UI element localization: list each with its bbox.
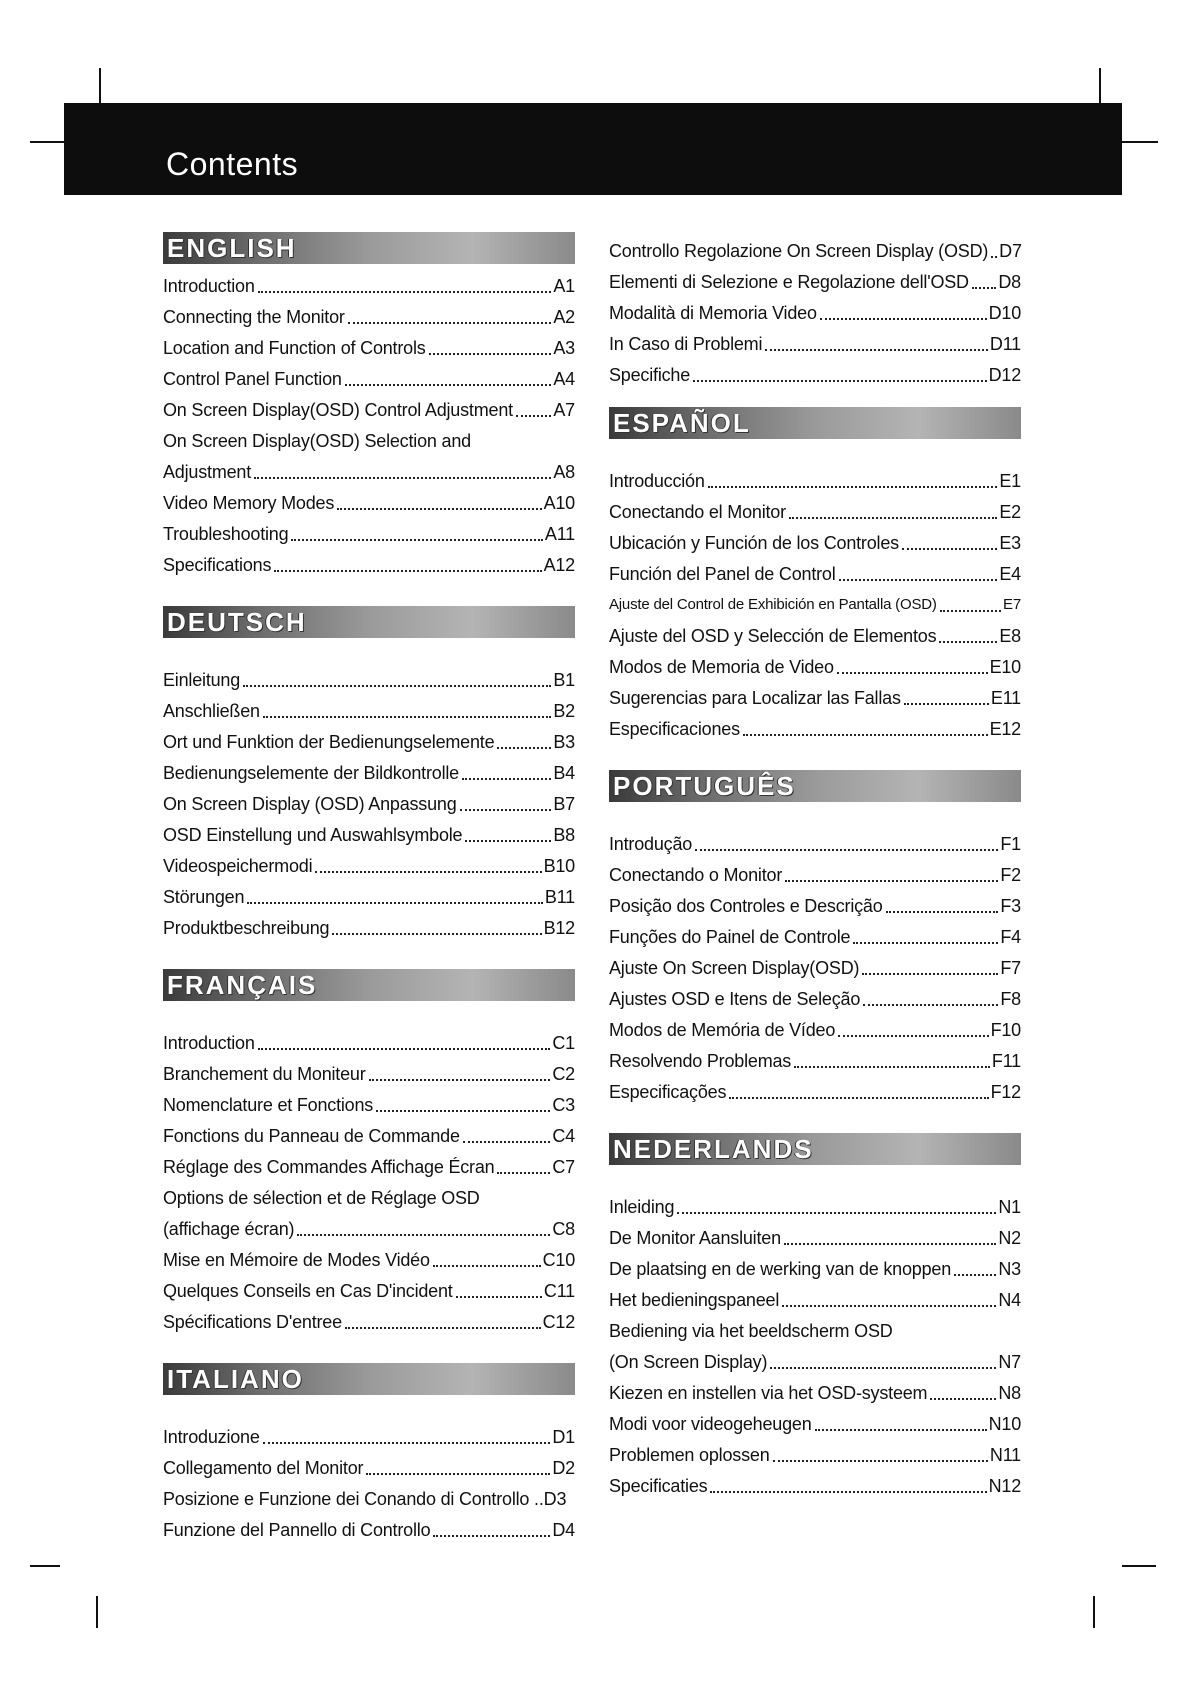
toc-entry[interactable]: De plaatsing en de werking van de knoppen N3: [609, 1259, 1021, 1279]
toc-entry[interactable]: Función del Panel de Control E4: [609, 564, 1021, 584]
toc-entry[interactable]: Video Memory Modes A10: [163, 493, 575, 513]
toc-entry[interactable]: Nomenclature et Fonctions C3: [163, 1095, 575, 1115]
section-nederlands: [609, 1133, 1021, 1498]
toc-entry[interactable]: Introducción E1: [609, 471, 1021, 491]
toc-entry[interactable]: Inleiding N1: [609, 1197, 1021, 1217]
toc-entry[interactable]: Réglage des Commandes Affichage Écran C7: [163, 1157, 575, 1177]
section-header-portugues: [609, 770, 1021, 802]
section-header-english: [163, 232, 575, 264]
toc-entry[interactable]: Specifications A12: [163, 555, 575, 575]
toc-entry[interactable]: Modos de Memoria de Video E10: [609, 657, 1021, 677]
toc-entry[interactable]: Funções do Painel de Controle F4: [609, 927, 1021, 947]
section-english: [163, 232, 575, 577]
toc-entry[interactable]: Introduction A1: [163, 276, 575, 296]
toc-entry[interactable]: Spécifications D'entree C12: [163, 1312, 575, 1332]
toc-entry[interactable]: Resolvendo Problemas F11: [609, 1051, 1021, 1071]
toc-entry[interactable]: (affichage écran) C8: [163, 1219, 575, 1239]
section-header-espanol: [609, 407, 1021, 439]
section-header-nederlands: [609, 1133, 1021, 1165]
section-title: PORTUGUÊS: [613, 771, 796, 801]
toc-entry[interactable]: Kiezen en instellen via het OSD-systeem N8: [609, 1383, 1021, 1403]
toc-entry[interactable]: Ajuste del OSD y Selección de Elementos E8: [609, 626, 1021, 646]
toc-entry[interactable]: Problemen oplossen N11: [609, 1445, 1021, 1465]
crop-mark-top-left-horizontal: [30, 141, 66, 143]
crop-mark-bottom-left-vertical: [96, 1596, 98, 1628]
section-espanol: [609, 407, 1021, 741]
section-title: DEUTSCH: [167, 607, 307, 637]
toc-left-column: [163, 232, 575, 1542]
crop-mark-bottom-left-horizontal: [30, 1565, 60, 1567]
toc-entry[interactable]: Funzione del Pannello di Controllo D4: [163, 1520, 575, 1540]
toc-entry[interactable]: Störungen B11: [163, 887, 575, 907]
toc-entry[interactable]: Einleitung B1: [163, 670, 575, 690]
toc-entry[interactable]: Controllo Regolazione On Screen Display (OSD) D7: [609, 241, 1022, 261]
section-header-italiano: [163, 1363, 575, 1395]
toc-entry[interactable]: Ajuste On Screen Display(OSD) F7: [609, 958, 1021, 978]
toc-entry[interactable]: On Screen Display(OSD) Selection and: [163, 431, 471, 451]
section-italiano-continued: [609, 232, 1021, 387]
toc-entry[interactable]: Adjustment A8: [163, 462, 575, 482]
section-deutsch: [163, 606, 575, 940]
toc-entry[interactable]: Posição dos Controles e Descrição F3: [609, 896, 1021, 916]
toc-entry[interactable]: Connecting the Monitor A2: [163, 307, 575, 327]
toc-entry[interactable]: Options de sélection et de Réglage OSD: [163, 1188, 480, 1208]
toc-right-column: [609, 232, 1021, 1498]
toc-entry[interactable]: De Monitor Aansluiten N2: [609, 1228, 1021, 1248]
section-title: ESPAÑOL: [613, 408, 751, 438]
toc-entry[interactable]: Modalità di Memoria Video D10: [609, 303, 1021, 323]
toc-entry[interactable]: Ort und Funktion der Bedienungselemente B3: [163, 732, 575, 752]
toc-entry[interactable]: Modos de Memória de Vídeo F10: [609, 1020, 1021, 1040]
section-header-francais: [163, 969, 575, 1001]
crop-mark-bottom-right-horizontal: [1122, 1565, 1156, 1567]
crop-mark-bottom-right-vertical: [1093, 1596, 1095, 1628]
crop-mark-top-left-vertical: [99, 68, 101, 104]
toc-entry[interactable]: Mise en Mémoire de Modes Vidéo C10: [163, 1250, 575, 1270]
toc-entry[interactable]: Bedienungselemente der Bildkontrolle B4: [163, 763, 575, 783]
toc-entry[interactable]: Introdução F1: [609, 834, 1021, 854]
section-header-deutsch: [163, 606, 575, 638]
toc-entry[interactable]: Specificaties N12: [609, 1476, 1021, 1496]
page-title: Contents: [166, 146, 299, 182]
toc-entry[interactable]: Videospeichermodi B10: [163, 856, 575, 876]
crop-mark-top-right-horizontal: [1122, 141, 1158, 143]
toc-entry[interactable]: On Screen Display(OSD) Control Adjustment A7: [163, 400, 575, 420]
toc-entry[interactable]: Specifiche D12: [609, 365, 1021, 385]
toc-entry[interactable]: OSD Einstellung und Auswahlsymbole B8: [163, 825, 575, 845]
section-title: ENGLISH: [167, 233, 297, 263]
toc-entry[interactable]: Ajuste del Control de Exhibición en Pantalla (OSD) E7: [609, 596, 1021, 613]
toc-entry[interactable]: Control Panel Function A4: [163, 369, 575, 389]
toc-entry[interactable]: Branchement du Moniteur C2: [163, 1064, 575, 1084]
toc-entry[interactable]: Ajustes OSD e Itens de Seleção F8: [609, 989, 1021, 1009]
toc-entry[interactable]: Het bedieningspaneel N4: [609, 1290, 1021, 1310]
section-portugues: [609, 770, 1021, 1104]
toc-entry[interactable]: Modi voor videogeheugen N10: [609, 1414, 1021, 1434]
toc-entry[interactable]: Especificaciones E12: [609, 719, 1021, 739]
crop-mark-top-right-vertical: [1099, 68, 1101, 104]
toc-entry[interactable]: Introduzione D1: [163, 1427, 575, 1447]
toc-entry[interactable]: Bediening via het beeldscherm OSD: [609, 1321, 893, 1341]
toc-entry[interactable]: Quelques Conseils en Cas D'incident C11: [163, 1281, 575, 1301]
toc-entry[interactable]: Collegamento del Monitor D2: [163, 1458, 575, 1478]
toc-entry[interactable]: In Caso di Problemi D11: [609, 334, 1021, 354]
toc-entry[interactable]: (On Screen Display) N7: [609, 1352, 1021, 1372]
toc-entry[interactable]: Location and Function of Controls A3: [163, 338, 575, 358]
section-title: FRANÇAIS: [167, 970, 318, 1000]
toc-entry[interactable]: Elementi di Selezione e Regolazione dell'OSD D8: [609, 272, 1021, 292]
section-title: ITALIANO: [167, 1364, 304, 1394]
toc-entry[interactable]: On Screen Display (OSD) Anpassung B7: [163, 794, 575, 814]
toc-entry[interactable]: Sugerencias para Localizar las Fallas E11: [609, 688, 1021, 708]
toc-entry[interactable]: Fonctions du Panneau de Commande C4: [163, 1126, 575, 1146]
toc-entry[interactable]: Anschließen B2: [163, 701, 575, 721]
toc-entry[interactable]: Posizione e Funzione dei Conando di Controllo .. D3: [163, 1489, 567, 1509]
toc-entry[interactable]: Introduction C1: [163, 1033, 575, 1053]
toc-entry[interactable]: Conectando el Monitor E2: [609, 502, 1021, 522]
toc-entry[interactable]: Produktbeschreibung B12: [163, 918, 575, 938]
toc-entry[interactable]: Especificações F12: [609, 1082, 1021, 1102]
toc-entry[interactable]: Troubleshooting A11: [163, 524, 575, 544]
toc-entry[interactable]: Ubicación y Función de los Controles E3: [609, 533, 1021, 553]
section-title: NEDERLANDS: [613, 1134, 814, 1164]
section-italiano: [163, 1363, 575, 1542]
toc-entry[interactable]: Conectando o Monitor F2: [609, 865, 1021, 885]
section-francais: [163, 969, 575, 1334]
